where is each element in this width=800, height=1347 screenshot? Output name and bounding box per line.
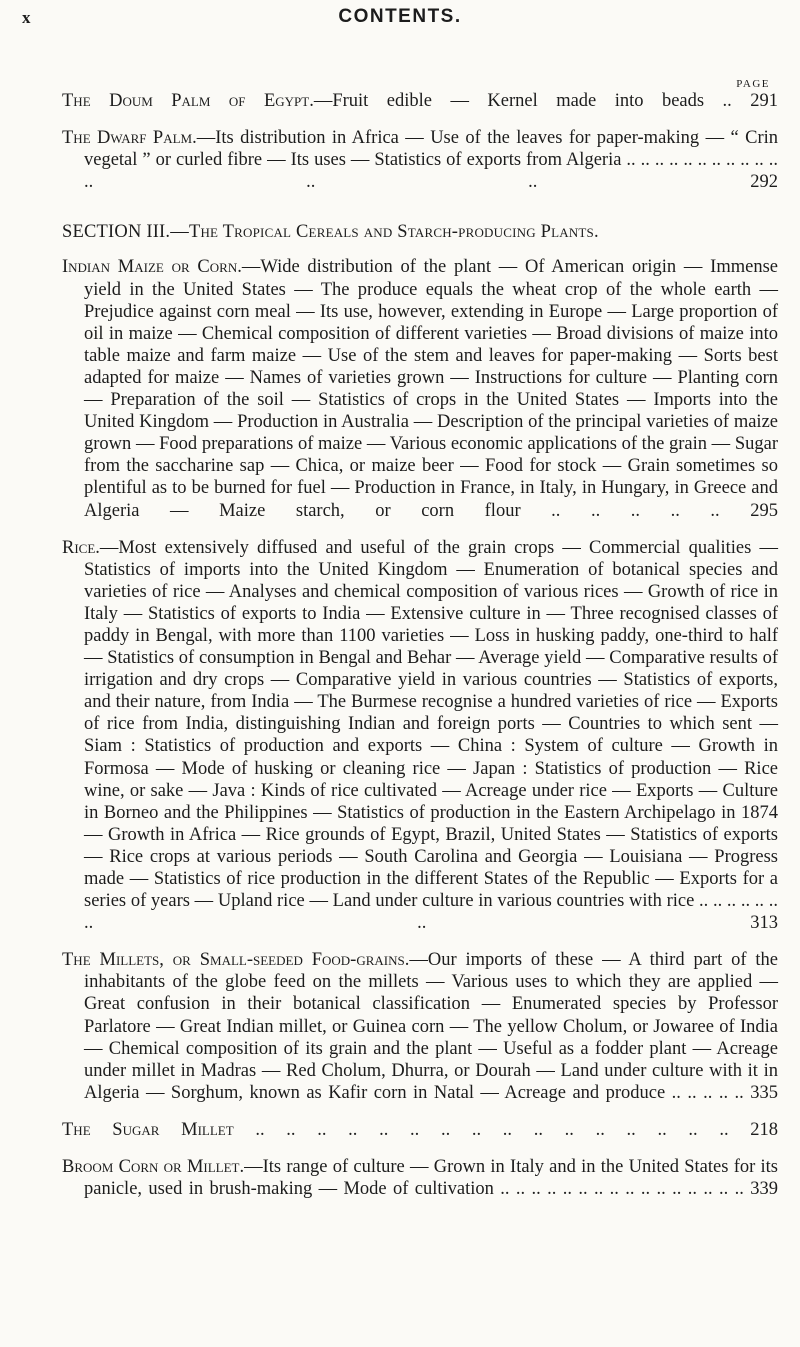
toc-entry-broom-corn (62, 1156, 778, 1200)
section-title: —The Tropical Cereals and Starch-producing Plants. (170, 222, 599, 243)
toc-entry-rice (62, 537, 778, 935)
toc-entry-millets (62, 949, 778, 1104)
section-label: SECTION III. (62, 222, 171, 243)
entry-page-number: 291 (750, 91, 778, 111)
section-heading (62, 221, 778, 243)
entry-text: —Its range of culture — Grown in Italy and in the United States for its panicle, used in brush-making — Mode of cultivation .. .. .. .. .. .. .. .. .. .. .. .. .. .. .. .. (84, 1157, 778, 1200)
entry-text: —Fruit edible — Kernel made into beads .. (313, 91, 751, 111)
entry-page-number: 295 (750, 500, 778, 521)
entry-page-number: 313 (750, 913, 778, 934)
entry-title: Rice. (62, 537, 100, 558)
entry-page-number: 339 (750, 1179, 778, 1200)
page-column-label: PAGE (736, 78, 770, 90)
entry-page-number: 218 (750, 1119, 779, 1140)
entry-title: The Dwarf Palm. (62, 128, 197, 149)
entry-text: .. .. .. .. .. .. .. .. .. .. .. .. .. .. .. .. (233, 1119, 751, 1140)
running-head: CONTENTS. (338, 6, 462, 27)
entry-title: Broom Corn or Millet. (62, 1157, 245, 1178)
entry-text: —Its distribution in Africa — Use of the leaves for paper-making — “ Crin vegetal ” or curled fibre — Its uses — Statistics of exports from Algeria .. .. .. .. .. .. .. .. .. .. .. .. .. .. (84, 128, 778, 193)
entry-title: The Millets, or Small-seeded Food-grains. (62, 950, 410, 971)
entry-title: The Sugar Millet (62, 1119, 234, 1140)
contents-list (62, 90, 778, 1215)
toc-entry-sugar-millet (62, 1119, 778, 1141)
entry-text: —Wide distribution of the plant — Of American origin — Immense yield in the United States — The produce equals the wheat crop of the whole earth — Prejudice against corn meal — Its use, however, extending in Europe — Large proportion of oil in maize — Chemical composition of different varieties — Broad divisions of maize into table maize and farm maize — Use of the stem and leaves for paper-making — Sorts best adapted for maize — Names of varieties grown — Instructions for culture — Planting corn — Preparation of the soil — Statistics of crops in the United States — Imports into the United Kingdom — Production in Australia — Description of the principal varieties of maize grown — Food preparations of maize — Various economic applications of the grain — Sugar from the saccharine sap — Chica, or maize beer — Food for stock — Grain sometimes so plentiful as to be burned for fuel — Production in France, in Italy, in Hungary, in Greece and Algeria — Maize starch, or corn flour .. .. .. .. .. (84, 257, 778, 521)
entry-text: —Most extensively diffused and useful of the grain crops — Commercial qualities — Statistics of imports into the United Kingdom — Enumeration of botanical species and varieties of rice — Analyses and chemical composition of various rices — Growth of rice in Italy — Statistics of exports to India — Extensive culture in — Three recognised classes of paddy in Bengal, with more than 1100 varieties — Loss in husking paddy, one-third to half — Statistics of consumption in Bengal and Behar — Average yield — Comparative results of irrigation and dry crops — Comparative yield in various countries — Statistics of exports, and their nature, from India — The Burmese recognise a hundred varieties of rice — Exports of rice from India, distinguishing Indian and foreign ports — Countries to which sent — Siam : Statistics of production and exports — China : System of culture — Growth in Formosa — Mode of husking or cleaning rice — Japan : Statistics of production — Rice wine, or sake — Java : Kinds of rice cultivated — Acreage under rice — Exports — Culture in Borneo and the Philippines — Statistics of production in the Eastern Archipelago in 1874 — Growth in Africa — Rice grounds of Egypt, Brazil, United States — Statistics of exports — Rice crops at various periods — South Carolina and Georgia — Louisiana — Progress made — Statistics of rice production in the different States of the Republic — Exports for a series of years — Upland rice — Land under culture in various countries with rice .. .. .. .. .. .. .. .. (84, 537, 778, 934)
toc-entry-maize (62, 256, 778, 521)
toc-entry-doum-palm (62, 90, 778, 112)
entry-page-number: 335 (750, 1082, 778, 1103)
entry-title: The Doum Palm of Egypt. (62, 91, 314, 111)
entry-page-number: 292 (750, 172, 778, 193)
toc-entry-dwarf-palm (62, 127, 778, 193)
entry-title: Indian Maize or Corn. (62, 257, 242, 278)
entry-text: —Our imports of these — A third part of the inhabitants of the globe feed on the millets — Various uses to which they are applied — Great confusion in their botanical classification — Enumerated species by Professor Parlatore — Great Indian millet, or Guinea corn — The yellow Cholum, or Jowaree of India — Chemical composition of its grain and the plant — Useful as a fodder plant — Acreage under millet in Madras — Red Cholum, Dhurra, or Dourah — Land under culture with it in Algeria — Sorghum, known as Kafir corn in Natal — Acreage and produce .. .. .. .. .. (84, 950, 778, 1103)
page-folio: x (22, 8, 31, 27)
